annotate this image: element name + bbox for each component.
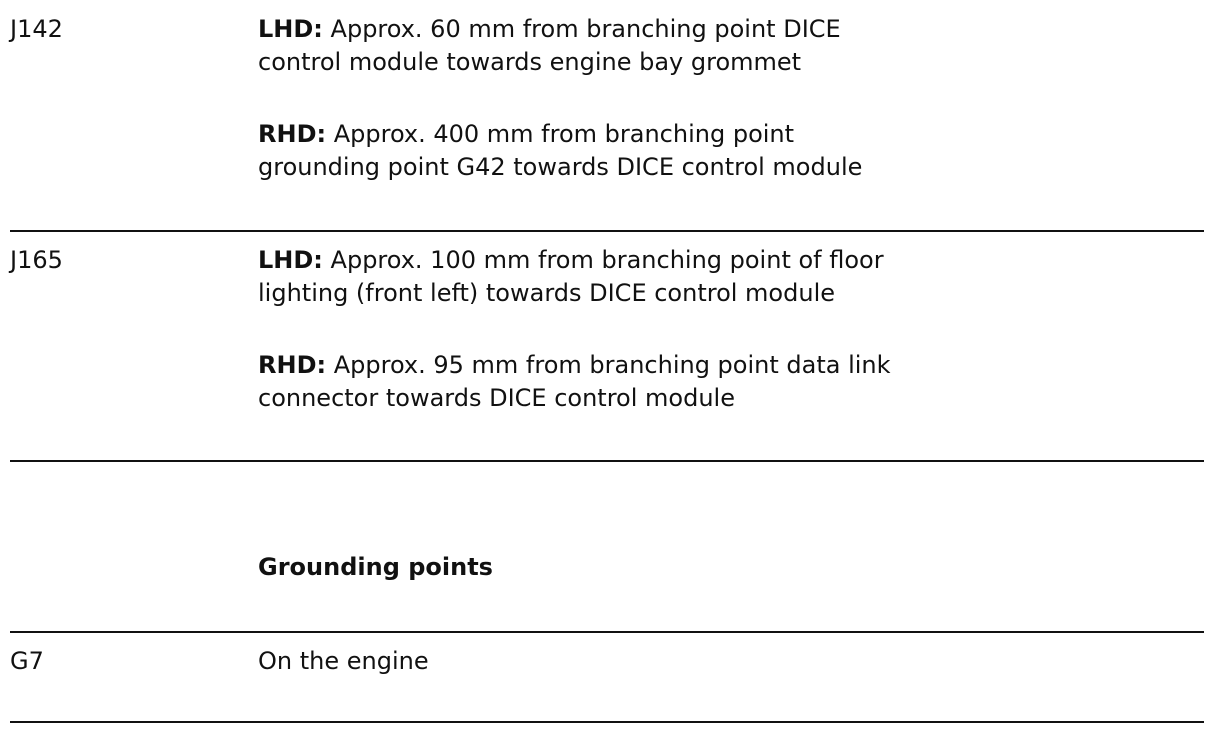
label-rhd: RHD: [258, 120, 327, 148]
description-j165-rhd [258, 349, 1058, 415]
description-text: Approx. 100 mm from branching point of floor [322, 246, 884, 274]
connector-code-j142: J142 [10, 15, 63, 43]
description-text-continued: lighting (front left) towards DICE control module [258, 279, 835, 307]
description-text-continued: connector towards DICE control module [258, 384, 735, 412]
description-text-continued: control module towards engine bay grommet [258, 48, 802, 76]
description-j142-lhd [258, 13, 1058, 79]
row-divider [10, 631, 1204, 633]
description-text: Approx. 95 mm from branching point data link [326, 351, 891, 379]
description-j142-rhd [258, 118, 1058, 184]
description-text: Approx. 400 mm from branching point [326, 120, 795, 148]
label-lhd: LHD: [258, 15, 323, 43]
description-text: Approx. 60 mm from branching point DICE [322, 15, 841, 43]
grounding-description-g7: On the engine [258, 647, 429, 675]
description-j165-lhd [258, 244, 1058, 310]
label-lhd: LHD: [258, 246, 323, 274]
row-divider [10, 230, 1204, 232]
row-divider [10, 460, 1204, 462]
connector-code-j165: J165 [10, 246, 63, 274]
label-rhd: RHD: [258, 351, 327, 379]
section-heading: Grounding points [258, 553, 493, 581]
row-divider [10, 721, 1204, 723]
description-text-continued: grounding point G42 towards DICE control module [258, 153, 863, 181]
grounding-code-g7: G7 [10, 647, 44, 675]
